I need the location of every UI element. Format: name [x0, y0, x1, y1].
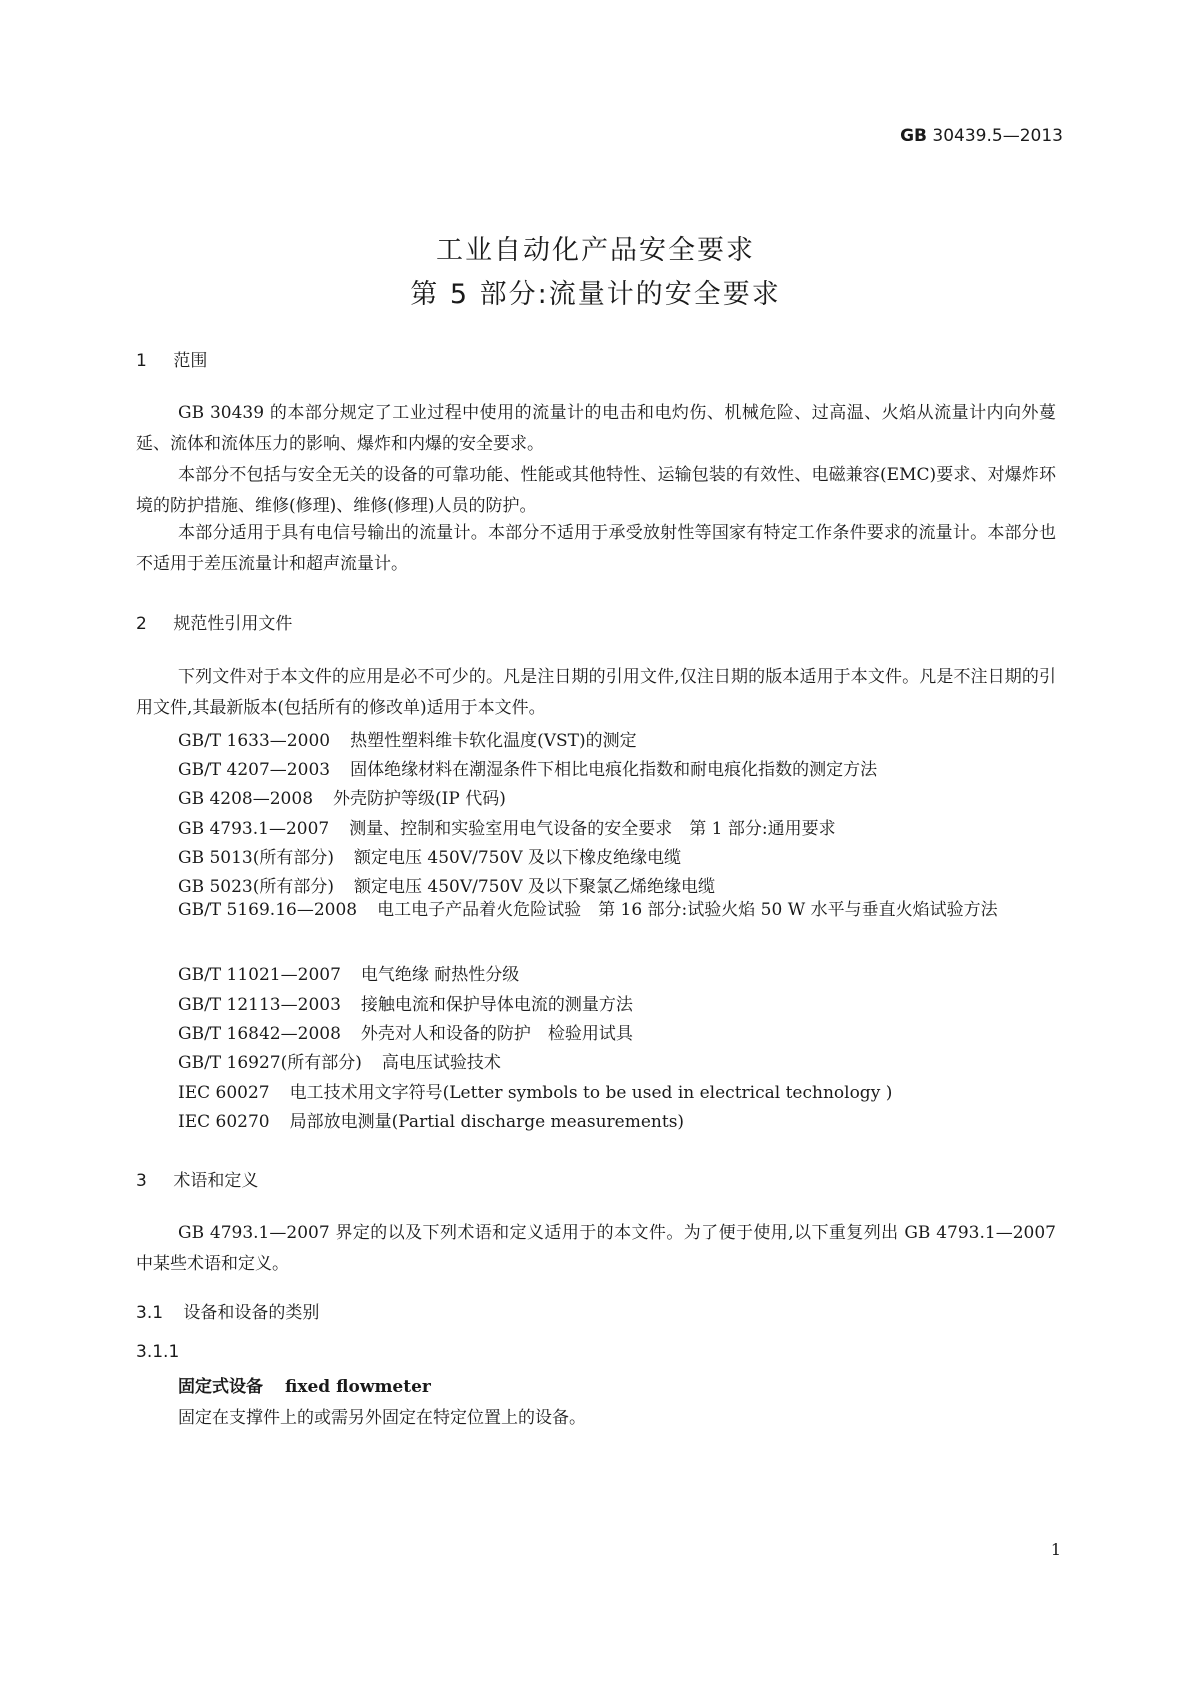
paragraph: 本部分适用于具有电信号输出的流量计。本部分不适用于承受放射性等国家有特定工作条件要求的流量计。本部分也不适用于差压流量计和超声流量计。 — [136, 523, 1056, 574]
section-number: 2 — [136, 614, 147, 634]
section-number: 1 — [136, 351, 147, 371]
reference-code: GB 5013(所有部分) — [178, 848, 335, 868]
paragraph: GB 4793.1—2007 界定的以及下列术语和定义适用于的本文件。为了便于使用,以下重复列出 GB 4793.1—2007 中某些术语和定义。 — [136, 1223, 1056, 1274]
reference-title: 电气绝缘 耐热性分级 — [360, 965, 520, 985]
reference-code: IEC 60270 — [178, 1112, 270, 1132]
item-number: 3.1.1 — [136, 1342, 180, 1362]
reference-item — [178, 814, 836, 839]
reference-title: 额定电压 450V/750V 及以下聚氯乙烯绝缘电缆 — [354, 877, 715, 897]
reference-title: 电工电子产品着火危险试验 第 16 部分:试验火焰 50 W 水平与垂直火焰试验方法 — [377, 900, 998, 920]
reference-item — [178, 1078, 892, 1103]
reference-title: 电工技术用文字符号(Letter symbols to be used in electrical technology ) — [289, 1083, 893, 1103]
reference-code: GB 4793.1—2007 — [178, 819, 330, 839]
reference-title: 热塑性塑料维卡软化温度(VST)的测定 — [350, 731, 637, 751]
reference-item — [178, 1107, 684, 1132]
subsection-heading — [136, 1298, 319, 1323]
standard-number: 30439.5—2013 — [932, 126, 1063, 146]
term-english: fixed flowmeter — [285, 1377, 431, 1397]
reference-item — [178, 784, 506, 809]
reference-title: 额定电压 450V/750V 及以下橡皮绝缘电缆 — [354, 848, 681, 868]
standard-code — [900, 126, 1063, 146]
reference-code: GB/T 1633—2000 — [178, 731, 331, 751]
reference-code: GB/T 5169.16—2008 — [178, 900, 358, 920]
reference-item — [178, 990, 633, 1015]
term-chinese: 固定式设备 — [178, 1377, 263, 1397]
reference-item — [178, 1019, 633, 1044]
paragraph: 下列文件对于本文件的应用是必不可少的。凡是注日期的引用文件,仅注日期的版本适用于本文件。凡是不注日期的引用文件,其最新版本(包括所有的修改单)适用于本文件。 — [136, 667, 1056, 718]
reference-code: GB/T 12113—2003 — [178, 995, 341, 1015]
reference-code: GB/T 4207—2003 — [178, 760, 331, 780]
subsection-title: 设备和设备的类别 — [183, 1303, 320, 1323]
section-title: 范围 — [173, 351, 208, 371]
reference-code: GB/T 16842—2008 — [178, 1024, 341, 1044]
term-definition: 固定在支撑件上的或需另外固定在特定位置上的设备。 — [178, 1408, 586, 1428]
reference-title: 外壳对人和设备的防护 检验用试具 — [360, 1024, 633, 1044]
reference-item — [178, 960, 519, 985]
reference-code: GB 5023(所有部分) — [178, 877, 335, 897]
reference-item — [178, 726, 637, 751]
doc-title-line1: 工业自动化产品安全要求 — [436, 235, 755, 266]
section-title: 规范性引用文件 — [173, 614, 293, 634]
page-number: 1 — [1050, 1540, 1061, 1559]
reference-title: 高电压试验技术 — [381, 1053, 501, 1073]
reference-item — [178, 755, 877, 780]
section-heading — [136, 346, 207, 371]
reference-title: 局部放电测量(Partial discharge measurements) — [289, 1112, 685, 1132]
section-number: 3 — [136, 1171, 147, 1191]
section-heading — [136, 1166, 258, 1191]
paragraph: 本部分不包括与安全无关的设备的可靠功能、性能或其他特性、运输包装的有效性、电磁兼容(EMC)要求、对爆炸环境的防护措施、维修(修理)、维修(修理)人员的防护。 — [136, 465, 1056, 516]
reference-title: 测量、控制和实验室用电气设备的安全要求 第 1 部分:通用要求 — [349, 819, 836, 839]
paragraph: GB 30439 的本部分规定了工业过程中使用的流量计的电击和电灼伤、机械危险、过高温、火焰从流量计内向外蔓延、流体和流体压力的影响、爆炸和内爆的安全要求。 — [136, 403, 1056, 454]
subsection-number: 3.1 — [136, 1303, 164, 1323]
section-heading — [136, 609, 292, 634]
reference-item — [178, 872, 715, 897]
standard-prefix: GB — [900, 126, 928, 146]
reference-item — [178, 843, 681, 868]
reference-code: GB/T 16927(所有部分) — [178, 1053, 362, 1073]
reference-item — [178, 1048, 501, 1073]
section-title: 术语和定义 — [173, 1171, 259, 1191]
reference-item — [136, 895, 1056, 926]
term-entry — [178, 1372, 431, 1397]
reference-title: 接触电流和保护导体电流的测量方法 — [360, 995, 633, 1015]
reference-code: GB 4208—2008 — [178, 789, 314, 809]
reference-title: 外壳防护等级(IP 代码) — [333, 789, 506, 809]
reference-code: IEC 60027 — [178, 1083, 270, 1103]
reference-code: GB/T 11021—2007 — [178, 965, 341, 985]
doc-title-line2: 第 5 部分:流量计的安全要求 — [410, 279, 781, 310]
reference-title: 固体绝缘材料在潮湿条件下相比电痕化指数和耐电痕化指数的测定方法 — [350, 760, 878, 780]
